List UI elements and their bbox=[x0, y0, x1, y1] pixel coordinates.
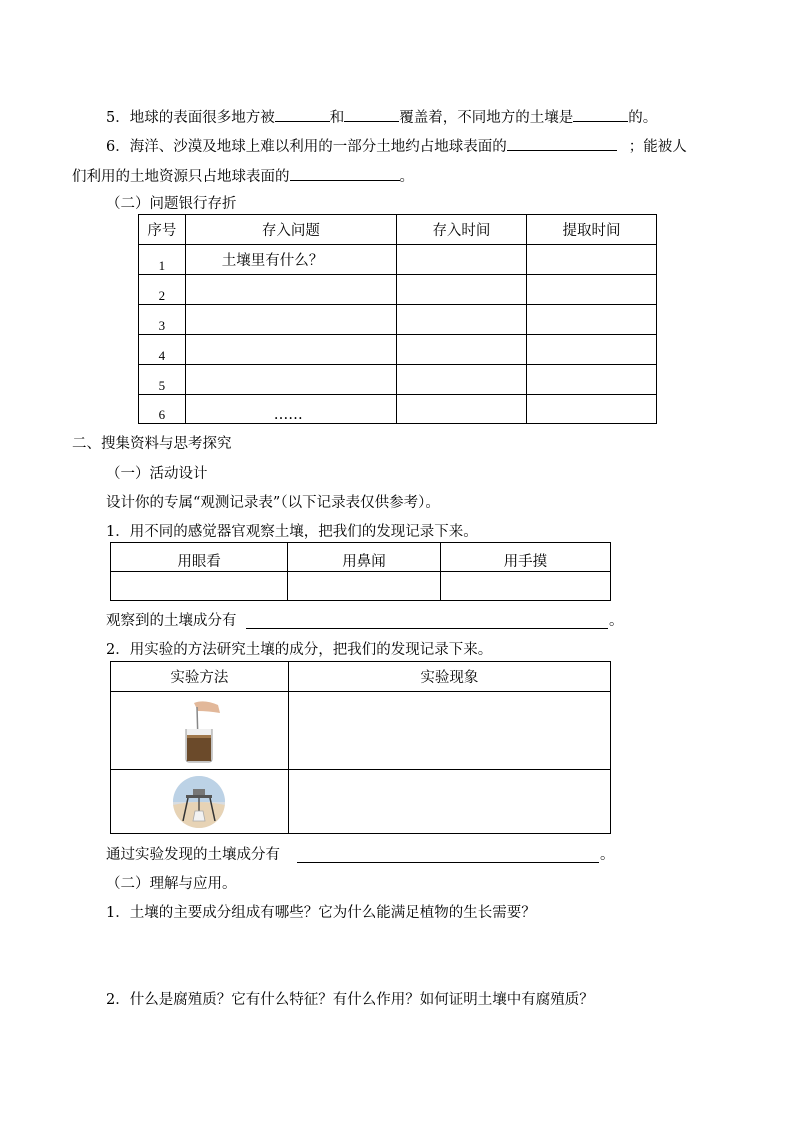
header-cell: 实验现象 bbox=[288, 662, 610, 692]
table-header-row bbox=[111, 543, 611, 572]
deposit-time-cell[interactable] bbox=[396, 335, 526, 365]
table-row bbox=[139, 335, 657, 365]
table-row bbox=[139, 275, 657, 305]
experiment-result-cell[interactable] bbox=[288, 770, 610, 834]
table-header-row bbox=[111, 662, 611, 692]
period: 。 bbox=[609, 613, 624, 629]
row-number: 6 bbox=[139, 395, 186, 424]
answer-blank[interactable] bbox=[246, 628, 608, 629]
withdraw-time-cell[interactable] bbox=[526, 365, 656, 395]
stirring-soil-in-beaker-icon bbox=[174, 699, 224, 763]
nose-observation-cell[interactable] bbox=[288, 572, 440, 601]
table-row bbox=[111, 692, 611, 770]
question-5: 5．地球的表面很多地方被 和 覆盖着，不同地方的土壤是 的。 bbox=[106, 107, 657, 127]
question-cell[interactable] bbox=[185, 275, 396, 305]
subsection-activity: （一）活动设计 bbox=[106, 466, 208, 482]
header-cell: 序号 bbox=[139, 215, 186, 245]
withdraw-time-cell[interactable] bbox=[526, 305, 656, 335]
question-cell[interactable]: 土壤里有什么？ bbox=[185, 245, 396, 275]
table-row bbox=[139, 365, 657, 395]
period: 。 bbox=[600, 847, 615, 863]
row-number: 2 bbox=[139, 275, 186, 305]
withdraw-time-cell[interactable] bbox=[526, 275, 656, 305]
deposit-time-cell[interactable] bbox=[396, 305, 526, 335]
heating-soil-on-tripod-icon bbox=[172, 775, 226, 829]
header-cell: 用鼻闻 bbox=[288, 543, 440, 572]
header-cell: 用眼看 bbox=[111, 543, 288, 572]
table-row bbox=[139, 305, 657, 335]
experiment-method-cell bbox=[111, 770, 289, 834]
withdraw-time-cell[interactable] bbox=[526, 245, 656, 275]
question-cell[interactable] bbox=[185, 305, 396, 335]
senses-table bbox=[110, 542, 611, 601]
intro-text: 设计你的专属“观测记录表”（以下记录表仅供参考）。 bbox=[106, 495, 440, 511]
bank-title: （二）问题银行存折 bbox=[106, 196, 237, 212]
table-row bbox=[111, 770, 611, 834]
subsection-understanding: （二）理解与应用。 bbox=[106, 876, 237, 892]
header-cell: 实验方法 bbox=[111, 662, 289, 692]
table-row bbox=[139, 395, 657, 424]
question-6: 6．海洋、沙漠及地球上难以利用的一部分土地约占地球表面的 ；能被人 bbox=[106, 136, 687, 156]
blank bbox=[573, 107, 628, 122]
observed-components: 观察到的土壤成分有 bbox=[106, 613, 237, 629]
question-bank-table bbox=[138, 214, 657, 424]
blank bbox=[275, 107, 330, 122]
header-cell: 提取时间 bbox=[526, 215, 656, 245]
item-2: 2．用实验的方法研究土壤的成分，把我们的发现记录下来。 bbox=[106, 642, 493, 658]
section-2-title: 二、搜集资料与思考探究 bbox=[72, 436, 232, 452]
deposit-time-cell[interactable] bbox=[396, 275, 526, 305]
withdraw-time-cell[interactable] bbox=[526, 395, 656, 424]
table-row bbox=[139, 245, 657, 275]
blank bbox=[290, 166, 400, 181]
row-number: 5 bbox=[139, 365, 186, 395]
question-cell[interactable] bbox=[185, 335, 396, 365]
experiment-table bbox=[110, 661, 611, 834]
answer-blank[interactable] bbox=[297, 862, 599, 863]
header-cell: 用手摸 bbox=[440, 543, 610, 572]
deposit-time-cell[interactable] bbox=[396, 365, 526, 395]
blank bbox=[507, 136, 617, 151]
found-components: 通过实验发现的土壤成分有 bbox=[106, 847, 280, 863]
row-number: 3 bbox=[139, 305, 186, 335]
question-1: 1．土壤的主要成分组成有哪些？它为什么能满足植物的生长需要？ bbox=[106, 905, 536, 921]
question-6-cont: 们利用的土地资源只占地球表面的 。 bbox=[72, 166, 414, 186]
blank bbox=[344, 107, 399, 122]
item-1: 1．用不同的感觉器官观察土壤，把我们的发现记录下来。 bbox=[106, 524, 478, 540]
experiment-method-cell bbox=[111, 692, 289, 770]
header-cell: 存入问题 bbox=[185, 215, 396, 245]
question-2: 2．什么是腐殖质？它有什么特征？有什么作用？如何证明土壤中有腐殖质？ bbox=[106, 992, 594, 1008]
question-cell[interactable] bbox=[185, 365, 396, 395]
deposit-time-cell[interactable] bbox=[396, 245, 526, 275]
experiment-result-cell[interactable] bbox=[288, 692, 610, 770]
row-number: 4 bbox=[139, 335, 186, 365]
table-row bbox=[111, 572, 611, 601]
question-cell[interactable]: …… bbox=[185, 395, 396, 424]
row-number: 1 bbox=[139, 245, 186, 275]
hand-observation-cell[interactable] bbox=[440, 572, 610, 601]
table-header-row bbox=[139, 215, 657, 245]
deposit-time-cell[interactable] bbox=[396, 395, 526, 424]
header-cell: 存入时间 bbox=[396, 215, 526, 245]
withdraw-time-cell[interactable] bbox=[526, 335, 656, 365]
eye-observation-cell[interactable] bbox=[111, 572, 288, 601]
